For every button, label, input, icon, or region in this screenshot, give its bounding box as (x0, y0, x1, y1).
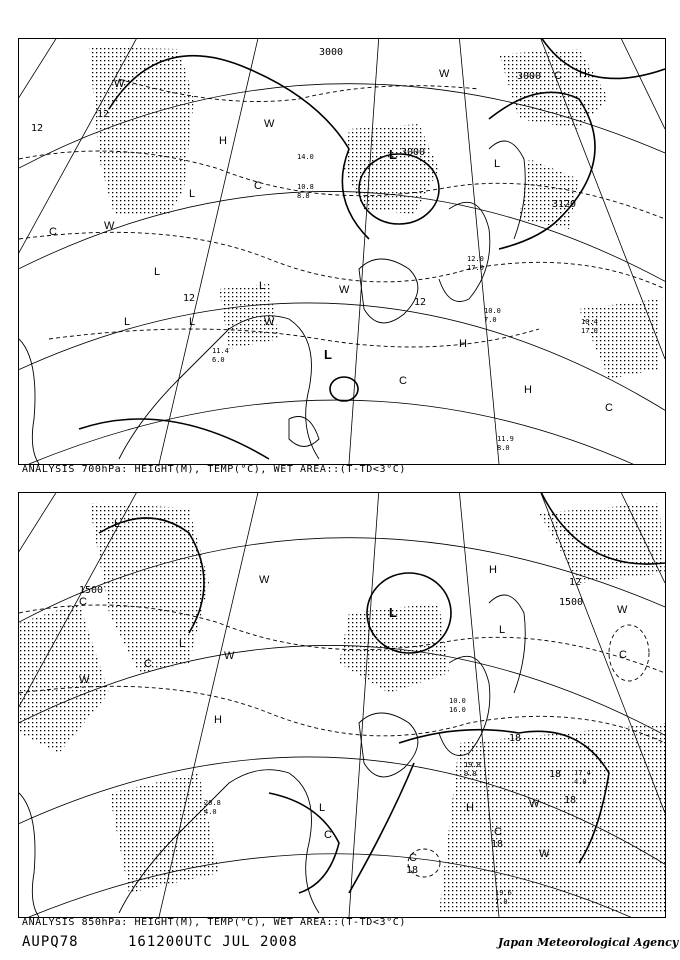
system-label: C (554, 70, 562, 82)
station-value: 11.4 (212, 347, 229, 355)
station-value: 4.0 (204, 808, 217, 816)
system-label: W (539, 848, 550, 860)
contour-label: 18 (406, 865, 419, 876)
station-value: 10.8 (297, 183, 314, 191)
system-label: C (79, 596, 87, 608)
system-label: H (489, 564, 497, 576)
system-label: W (439, 68, 450, 80)
caption-700hpa: ANALYSIS 700hPa: HEIGHT(M), TEMP(°C), WET AREA::(T-TD<3°C) (22, 464, 406, 475)
system-label: L (389, 605, 397, 620)
contour-label: 1500 (79, 585, 104, 596)
contour-label: 3120 (552, 199, 577, 210)
system-label: L (389, 147, 397, 162)
system-label: L (114, 518, 121, 530)
caption-850hpa: ANALYSIS 850hPa: HEIGHT(M), TEMP(°C), WET AREA::(T-TD<3°C) (22, 917, 406, 928)
system-label: L (179, 638, 186, 650)
station-value: 6.0 (212, 356, 225, 364)
station-value: 7.0 (495, 898, 508, 906)
system-label: W (264, 316, 275, 328)
system-label: L (494, 158, 501, 170)
system-label: L (154, 266, 161, 278)
station-value: 12.0 (467, 255, 484, 263)
system-label: L (499, 624, 506, 636)
system-label: W (79, 674, 90, 686)
contour-label: 12 (183, 293, 196, 304)
contour-label: 12 (569, 577, 582, 588)
contour-label: 18 (564, 795, 577, 806)
contour-label: 18 (509, 733, 522, 744)
station-value: 16.0 (449, 706, 466, 714)
system-label: W (339, 284, 350, 296)
station-value: 9.0 (464, 770, 477, 778)
map-850hpa-canvas (19, 493, 665, 917)
system-label: C (144, 658, 152, 670)
station-value: 11.9 (497, 435, 514, 443)
system-label: C (49, 226, 57, 238)
valid-time: 161200UTC JUL 2008 (128, 934, 298, 950)
system-label: C (605, 402, 613, 414)
system-label: L (189, 316, 196, 328)
contour-label: 18 (549, 769, 562, 780)
station-value: 17.4 (574, 769, 591, 777)
contour-label: 12 (31, 123, 44, 134)
station-value: 10.0 (449, 697, 466, 705)
system-label: L (259, 280, 266, 292)
system-label: W (259, 574, 270, 586)
contour-label: 3000 (319, 47, 344, 58)
map-panel-850hpa (18, 492, 666, 918)
contour-label: 3000 (401, 147, 426, 158)
system-label: H (214, 714, 222, 726)
system-label: C (494, 826, 502, 838)
wet-areas (19, 503, 665, 913)
station-value: 19.8 (464, 761, 481, 769)
system-label: L (189, 188, 196, 200)
contour-label: 12 (414, 297, 427, 308)
system-label: C (399, 375, 407, 387)
system-label: W (529, 798, 540, 810)
system-label: H (524, 384, 532, 396)
chart-code: AUPQ78 (22, 934, 79, 950)
system-label: W (114, 78, 125, 90)
station-value: 7.0 (484, 316, 497, 324)
station-value: 10.0 (484, 307, 501, 315)
system-label: H (466, 802, 474, 814)
system-label: H (579, 68, 587, 80)
station-value: 8.8 (297, 192, 310, 200)
system-label: H (219, 135, 227, 147)
system-label: C (619, 649, 627, 661)
system-label: C (324, 829, 332, 841)
map-panel-700hpa (18, 38, 666, 465)
contour-label: 1500 (559, 597, 584, 608)
station-value: 14.0 (297, 153, 314, 161)
station-value: 10.4 (581, 318, 598, 326)
station-value: 8.0 (497, 444, 510, 452)
station-value: 17.0 (581, 327, 598, 335)
station-value: 4.0 (574, 778, 587, 786)
system-label: W (224, 650, 235, 662)
station-value: 17.0 (467, 264, 484, 272)
station-value: 20.8 (204, 799, 221, 807)
system-label: W (104, 220, 115, 232)
system-label: L (324, 347, 332, 362)
contour-label: 3000 (517, 71, 542, 82)
system-label: H (459, 338, 467, 350)
system-label: L (319, 802, 326, 814)
system-label: W (264, 118, 275, 130)
system-label: C (254, 180, 262, 192)
map-700hpa-canvas (19, 39, 665, 464)
contour-label: 18 (491, 839, 504, 850)
system-label: L (124, 316, 131, 328)
system-label: W (617, 604, 628, 616)
station-value: 19.6 (495, 889, 512, 897)
agency-credit: Japan Meteorological Agency (498, 936, 679, 949)
system-label: C (409, 852, 417, 864)
contour-label: 12 (97, 109, 110, 120)
